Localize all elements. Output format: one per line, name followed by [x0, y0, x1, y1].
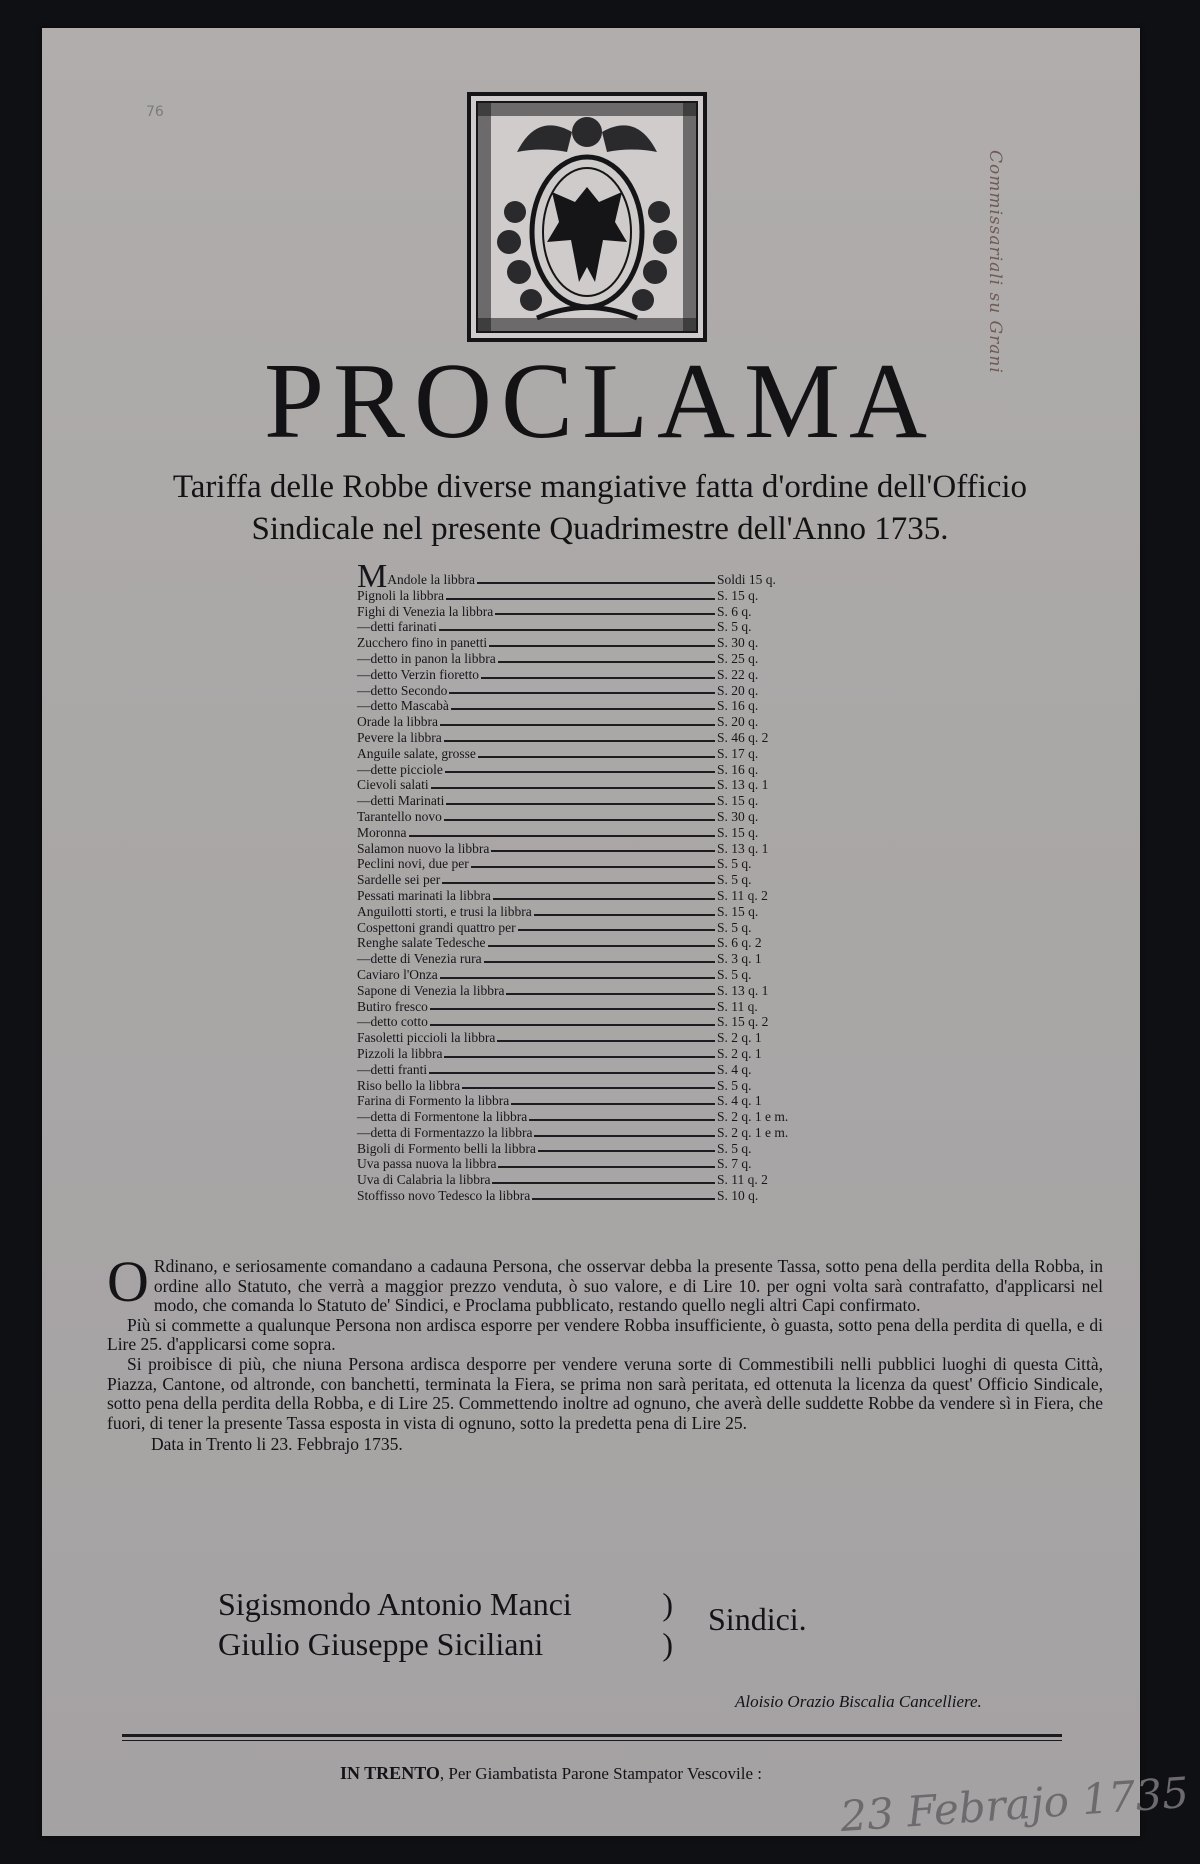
- tariff-row: [357, 856, 827, 872]
- tariff-row: [357, 1078, 827, 1094]
- tariff-item: Pignoli la libbra: [357, 587, 444, 603]
- leader-line: [444, 819, 715, 821]
- tariff-item: Tarantello novo: [357, 808, 442, 824]
- decree-paragraph-1: ORdinano, e seriosamente comandano a cadauna Persona, che osservar debba la presente Tassa, sotto pena della perdita della Robba, in ordine allo Statuto, che verrà a maggior prezzo venduta, ò suo valore, e di Lire 10. per ogni volta sarà contrafatto, d'applicarsi nel modo, che comanda lo Statuto de' Sindici, e Proclama pubblicato, restando quello negli altri Capi confirmato.: [107, 1249, 1103, 1316]
- leader-line: [429, 1072, 715, 1074]
- tariff-price: S. 15 q.: [717, 903, 759, 919]
- tariff-price: S. 2 q. 1 e m.: [717, 1109, 789, 1125]
- tariff-item: Bigoli di Formento belli la libbra: [357, 1140, 536, 1156]
- tariff-price: S. 15 q.: [717, 824, 759, 840]
- leader-line: [534, 914, 715, 916]
- tariff-row: [357, 967, 827, 983]
- tariff-item: Sapone di Venezia la libbra: [357, 982, 505, 998]
- tariff-price: S. 13 q. 1: [717, 777, 769, 793]
- tariff-item: Butiro fresco: [357, 998, 428, 1014]
- tariff-item: —dette di Venezia rura: [357, 951, 482, 967]
- leader-line: [481, 677, 715, 679]
- tariff-price: S. 15 q.: [717, 793, 759, 809]
- leader-line: [431, 787, 715, 789]
- bracket-1: ): [662, 1586, 673, 1622]
- leader-line: [462, 1087, 715, 1089]
- tariff-price: S. 13 q. 1: [717, 840, 769, 856]
- leader-line: [446, 598, 715, 600]
- tariff-price: S. 5 q.: [717, 619, 752, 635]
- tariff-item: Stoffisso novo Tedesco la libbra: [357, 1188, 531, 1204]
- tariff-row: [357, 1141, 827, 1157]
- tariff-item: Cievoli salati: [357, 777, 429, 793]
- imprint-printer: , Per Giambatista Parone Stampator Vescovile :: [439, 1764, 763, 1783]
- tariff-row: [357, 888, 827, 904]
- tariff-price: S. 22 q.: [717, 666, 759, 682]
- tariff-item: MAndole la libbra: [357, 558, 475, 595]
- tariff-item: Caviaro l'Onza: [357, 966, 438, 982]
- leader-line: [529, 1119, 715, 1121]
- subtitle: [160, 466, 1040, 550]
- tariff-item: Salamon nuovo la libbra: [357, 840, 490, 856]
- leader-line: [493, 898, 715, 900]
- printer-imprint: [340, 1763, 762, 1784]
- decree-date: Data in Trento li 23. Febbrajo 1735.: [151, 1434, 403, 1455]
- tariff-item: —detto in panon la libbra: [357, 650, 496, 666]
- tariff-price: S. 11 q.: [717, 998, 758, 1014]
- tariff-item: Pevere la libbra: [357, 729, 442, 745]
- signatories: [218, 1584, 673, 1664]
- tariff-price: Soldi 15 q.: [717, 572, 776, 587]
- leader-line: [440, 977, 715, 979]
- tariff-price: S. 30 q.: [717, 635, 759, 651]
- tariff-price: S. 11 q. 2: [717, 1172, 768, 1188]
- tariff-row: [357, 872, 827, 888]
- tariff-row: [357, 841, 827, 857]
- footer-rule-thick: [122, 1734, 1062, 1737]
- tariff-price: S. 6 q. 2: [717, 935, 762, 951]
- tariff-row: [357, 683, 827, 699]
- leader-line: [534, 1135, 715, 1137]
- tariff-row: [357, 619, 827, 635]
- tariff-price: S. 30 q.: [717, 808, 759, 824]
- leader-line: [489, 645, 715, 647]
- leader-line: [511, 1103, 715, 1105]
- tariff-item: —detti Marinati: [357, 793, 445, 809]
- tariff-item: —detto Verzin fioretto: [357, 666, 479, 682]
- pencil-number: 76: [146, 104, 164, 120]
- leader-line: [430, 1024, 715, 1026]
- tariff-price: S. 7 q.: [717, 1156, 752, 1172]
- tariff-row: [357, 1030, 827, 1046]
- decree-paragraph-2: Più si commette a qualunque Persona non ardisca esporre per vendere Robba insufficiente, ò guasta, sotto pena della perdita di quella, e di Lire 25. d'applicarsi come sopra.: [107, 1314, 1103, 1355]
- signatory-role: Sindici.: [708, 1601, 807, 1637]
- tariff-item: Anguile salate, grosse: [357, 745, 476, 761]
- leader-line: [497, 1040, 715, 1042]
- leader-line: [440, 724, 715, 726]
- leader-line: [449, 692, 715, 694]
- tariff-price: S. 2 q. 1 e m.: [717, 1124, 789, 1140]
- leader-line: [484, 961, 715, 963]
- tariff-row: [357, 1046, 827, 1062]
- tariff-row: [357, 1093, 827, 1109]
- signatory-row-1: [218, 1584, 673, 1624]
- tariff-price: S. 5 q.: [717, 872, 752, 888]
- tariff-price: S. 20 q.: [717, 714, 759, 730]
- tariff-row: [357, 714, 827, 730]
- tariff-item: —detti farinati: [357, 619, 437, 635]
- leader-line: [439, 629, 715, 631]
- tariff-price: S. 3 q. 1: [717, 951, 762, 967]
- tariff-item: Renghe salate Tedesche: [357, 935, 486, 951]
- tariff-list: [357, 558, 827, 1204]
- bracket-2: ): [662, 1626, 673, 1662]
- coat-of-arms-emblem: [467, 92, 707, 342]
- subtitle-line-1: Tariffa delle Robbe diverse mangiative fatta d'ordine dell'Officio: [172, 469, 1028, 505]
- tariff-price: S. 6 q.: [717, 603, 752, 619]
- tariff-price: S. 25 q.: [717, 650, 759, 666]
- leader-line: [477, 582, 715, 584]
- tariff-item: —detto Mascabà: [357, 698, 449, 714]
- leader-line: [444, 1056, 715, 1058]
- tariff-row: [357, 604, 827, 620]
- proclamation-title: PROCLAMA: [263, 342, 937, 461]
- tariff-item: —detto Secondo: [357, 682, 448, 698]
- tariff-item: Orade la libbra: [357, 714, 438, 730]
- leader-line: [506, 993, 715, 995]
- leader-line: [446, 803, 715, 805]
- tariff-row: [357, 1188, 827, 1204]
- tariff-item: Fighi di Venezia la libbra: [357, 603, 494, 619]
- tariff-price: S. 13 q. 1: [717, 982, 769, 998]
- tariff-price: S. 2 q. 1: [717, 1045, 762, 1061]
- tariff-item: —detta di Formentone la libbra: [357, 1109, 528, 1125]
- tariff-row: [357, 904, 827, 920]
- tariff-item: Fasoletti piccioli la libbra: [357, 1030, 496, 1046]
- tariff-price: S. 20 q.: [717, 682, 759, 698]
- tariff-row: [357, 935, 827, 951]
- tariff-price: S. 5 q.: [717, 966, 752, 982]
- leader-line: [442, 882, 715, 884]
- tariff-item: Moronna: [357, 824, 407, 840]
- tariff-row: [357, 651, 827, 667]
- tariff-price: S. 10 q.: [717, 1188, 759, 1204]
- leader-line: [478, 756, 715, 758]
- subtitle-line-2: Sindicale nel presente Quadrimestre dell'Anno 1735.: [251, 511, 949, 547]
- signatory-row-2: [218, 1624, 673, 1664]
- tariff-row: [357, 1062, 827, 1078]
- tariff-row: [357, 809, 827, 825]
- tariff-row: [357, 999, 827, 1015]
- leader-line: [488, 945, 715, 947]
- tariff-item: Uva passa nuova la libbra: [357, 1156, 497, 1172]
- tariff-price: S. 4 q. 1: [717, 1093, 762, 1109]
- tariff-row: [357, 1156, 827, 1172]
- tariff-price: S. 2 q. 1: [717, 1030, 762, 1046]
- leader-line: [451, 708, 715, 710]
- tariff-row: [357, 951, 827, 967]
- tariff-row: [357, 1125, 827, 1141]
- tariff-item: Zucchero fino in panetti: [357, 635, 488, 651]
- leader-line: [491, 850, 715, 852]
- tariff-price: S. 15 q. 2: [717, 1014, 769, 1030]
- tariff-price: S. 16 q.: [717, 698, 759, 714]
- leader-line: [430, 1008, 715, 1010]
- chancellor-signature: Aloisio Orazio Biscalia Cancelliere.: [735, 1692, 982, 1711]
- handwritten-date: 23 Febrajo 1735: [838, 1767, 1191, 1842]
- tariff-row: [357, 730, 827, 746]
- tariff-row: [357, 762, 827, 778]
- decree-paragraph-3: Si proibisce di più, che niuna Persona ardisca desporre per vendere veruna sorte di Commestibili nelli pubblici luoghi di questa Città, Piazza, Cantone, od altronde, con banchetti, terminata la Fiera, se prima non sarà peritata, ed ottenuta la licenza da quest' Officio Sindicale, sotto pena della perdita della Robba, e di Lire 25. Commettendo inoltre ad ognuno, che averà delle suddette Robbe da vendere sì in Fiera, che fuori, di tener la presente Tassa esposta in vista di ognuno, sotto la predetta pena di Lire 25.: [107, 1353, 1103, 1433]
- leader-line: [495, 613, 715, 615]
- tariff-row: [357, 635, 827, 651]
- leader-line: [498, 1166, 715, 1168]
- tariff-item: Pizzoli la libbra: [357, 1045, 443, 1061]
- tariff-item: Anguilotti storti, e trusi la libbra: [357, 903, 532, 919]
- imprint-place: IN TRENTO: [340, 1763, 440, 1783]
- tariff-price: S. 5 q.: [717, 856, 752, 872]
- tariff-price: S. 11 q. 2: [717, 887, 768, 903]
- tariff-price: S. 5 q.: [717, 1140, 752, 1156]
- leader-line: [518, 929, 715, 931]
- footer-rule-thin: [122, 1740, 1062, 1741]
- tariff-row: [357, 698, 827, 714]
- tariff-row: [357, 793, 827, 809]
- tariff-item: Cospettoni grandi quattro per: [357, 919, 516, 935]
- tariff-row: [357, 983, 827, 999]
- leader-line: [532, 1198, 715, 1200]
- tariff-price: S. 46 q. 2: [717, 729, 769, 745]
- decree-text: [107, 1249, 1103, 1455]
- leader-line: [498, 661, 715, 663]
- tariff-item: Peclini novi, due per: [357, 856, 469, 872]
- tariff-price: S. 16 q.: [717, 761, 759, 777]
- tariff-row: [357, 920, 827, 936]
- signatory-name-2: Giulio Giuseppe Siciliani: [218, 1626, 544, 1662]
- tariff-item: Pessati marinati la libbra: [357, 887, 491, 903]
- tariff-item: —detto cotto: [357, 1014, 428, 1030]
- tariff-item: —dette picciole: [357, 761, 443, 777]
- tariff-item: —detta di Formentazzo la libbra: [357, 1124, 533, 1140]
- tariff-row: [357, 746, 827, 762]
- tariff-row: [357, 1109, 827, 1125]
- tariff-item: Riso bello la libbra: [357, 1077, 461, 1093]
- leader-line: [409, 835, 716, 837]
- tariff-row: [357, 588, 827, 604]
- leader-line: [492, 1182, 715, 1184]
- tariff-item: Farina di Formento la libbra: [357, 1093, 510, 1109]
- tariff-row: [357, 1172, 827, 1188]
- tariff-item: Uva di Calabria la libbra: [357, 1172, 491, 1188]
- tariff-price: S. 15 q.: [717, 587, 759, 603]
- leader-line: [445, 771, 715, 773]
- tariff-price: S. 17 q.: [717, 745, 759, 761]
- margin-note: Commissariali su Grani: [985, 150, 1005, 374]
- leader-line: [471, 866, 715, 868]
- leader-line: [444, 740, 715, 742]
- tariff-row: [357, 1014, 827, 1030]
- tariff-row: [357, 825, 827, 841]
- tariff-price: S. 5 q.: [717, 1077, 752, 1093]
- signatory-name-1: Sigismondo Antonio Manci: [218, 1586, 572, 1622]
- leader-line: [538, 1150, 715, 1152]
- tariff-row: [357, 777, 827, 793]
- tariff-price: S. 5 q.: [717, 919, 752, 935]
- tariff-price: S. 4 q.: [717, 1061, 752, 1077]
- tariff-item: —detti franti: [357, 1061, 428, 1077]
- tariff-item: Sardelle sei per: [357, 872, 441, 888]
- tariff-row: [357, 667, 827, 683]
